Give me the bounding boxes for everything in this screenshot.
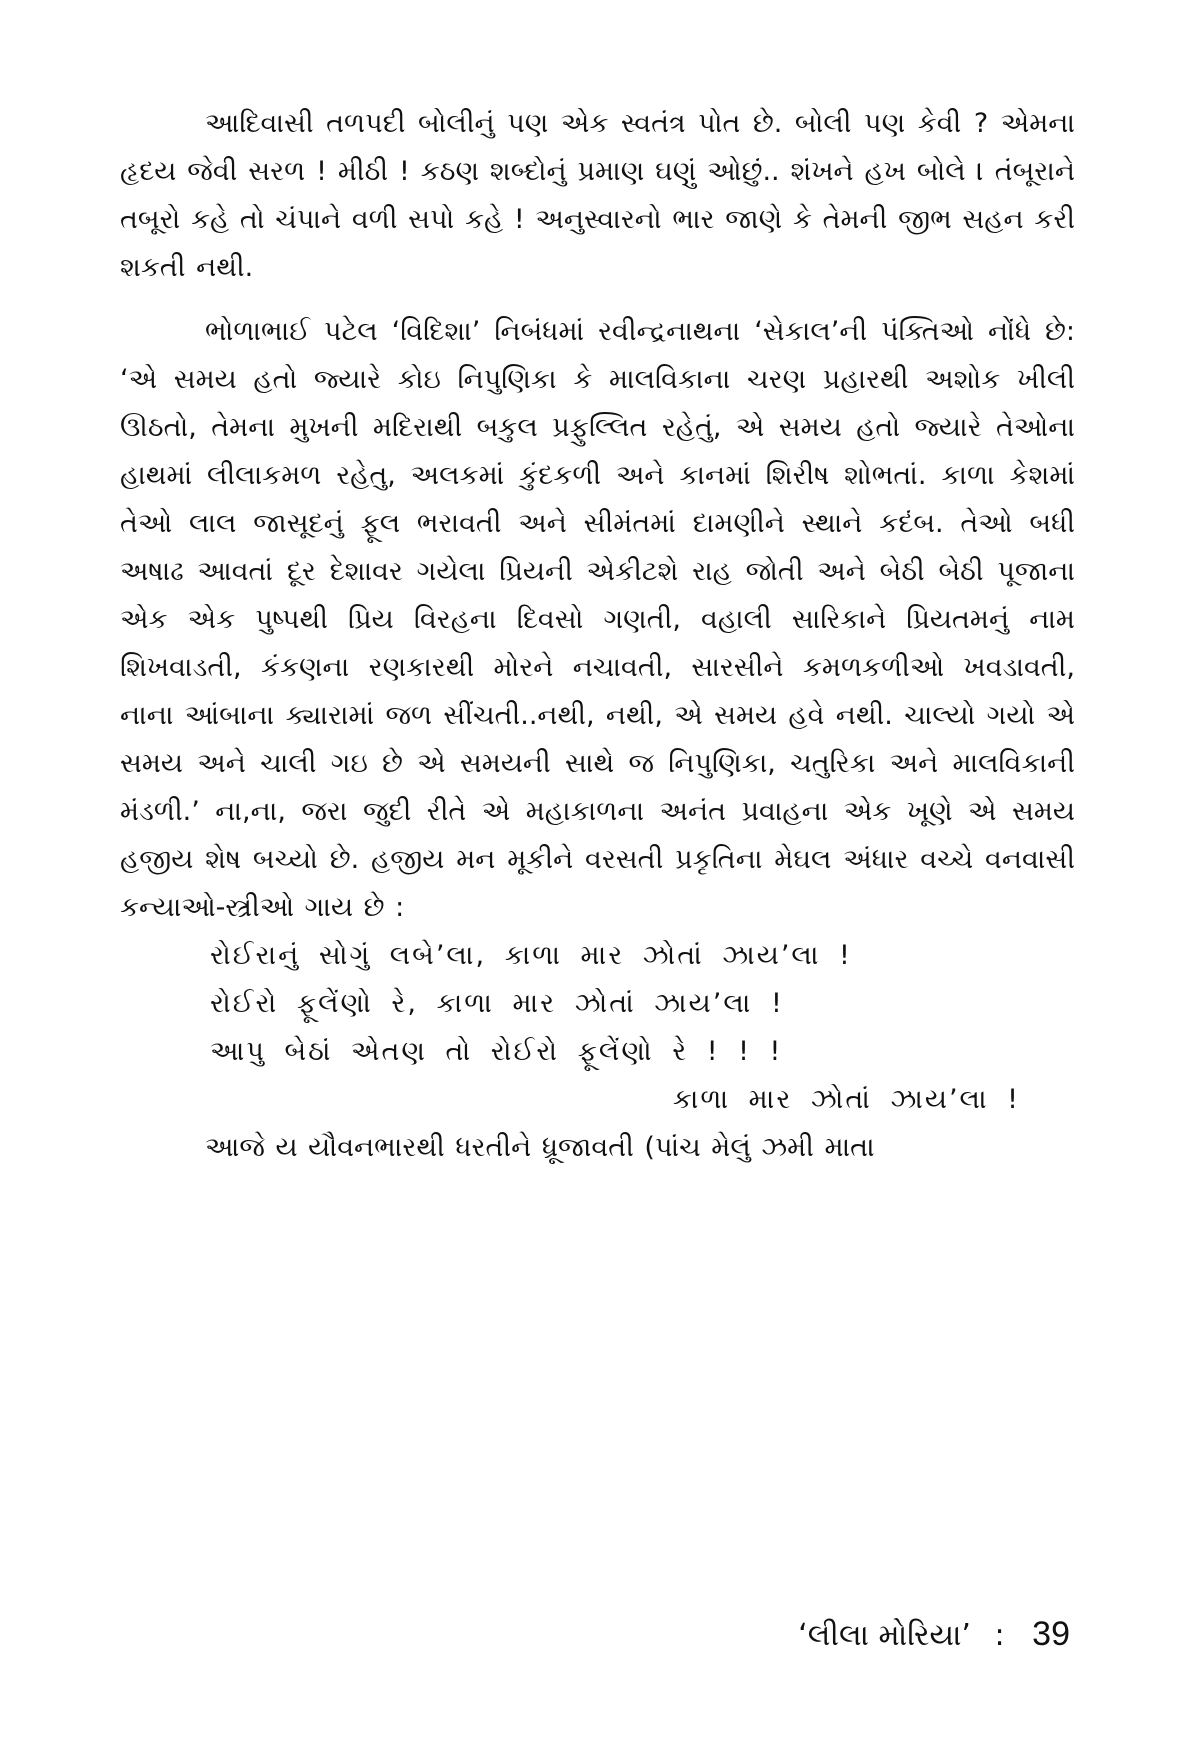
running-title: ‘લીલા મોરિયા’ bbox=[798, 1618, 971, 1653]
page-footer bbox=[798, 1614, 1070, 1656]
verse-line: આપુ બેઠાં એતણ તો રોઈરો ફૂલેંણો રે ! ! ! bbox=[210, 1036, 783, 1067]
verse-line: કાળા માર ઝોતાં ઝાય’લા ! bbox=[672, 1084, 1020, 1115]
folk-song-verse bbox=[210, 932, 1020, 1124]
closing-line: આજે ય યૌવનભારથી ધરતીને ધ્રૂજાવતી (પાંચ મેલું ઝમી માતા bbox=[205, 1132, 875, 1163]
page-number: 39 bbox=[1032, 1615, 1070, 1653]
verse-line: રોઈરો ફૂલેંણો રે, કાળા માર ઝોતાં ઝાય’લા ! bbox=[210, 988, 784, 1019]
body-text bbox=[120, 100, 1075, 1172]
paragraph-vidisha-quote: ભોળાભાઈ પટેલ ‘વિદિશા’ નિબંધમાં રવીન્દ્રનાથના ‘સેકાલ’ની પંક્તિઓ નોંધે છે: ‘એ સમય હતો જ્યારે કોઇ નિપુણિકા કે માલવિકાના ચરણ પ્રહારથી અશોક ખીલી ઊઠતો, તેમના મુખની મદિરાથી બકુલ પ્રફુલ્લિત રહેતું, એ સમય હતો જ્યારે તેઓના હાથમાં લીલાકમળ રહેતુ, અલકમાં કુંદકળી અને કાનમાં શિરીષ શોભતાં. કાળા કેશમાં તેઓ લાલ જાસૂદનું ફૂલ ભરાવતી અને સીમંતમાં દામણીને સ્થાને કદંબ. તેઓ બધી અષાઢ આવતાં દૂર દેશાવર ગયેલા પ્રિયની એકીટશે રાહ જોતી અને બેઠી બેઠી પૂજાના એક એક પુષ્પથી પ્રિય વિરહના દિવસો ગણતી, વહાલી સારિકાને પ્રિયતમનું નામ શિખવાડતી, કંકણના રણકારથી મોરને નચાવતી, સારસીને કમળકળીઓ ખવડાવતી, નાના આંબાના ક્યારામાં જળ સીંચતી..નથી, નથી, એ સમય હવે નથી. ચાલ્યો ગયો એ સમય અને ચાલી ગઇ છે એ સમયની સાથે જ નિપુણિકા, ચતુરિકા અને માલવિકાની મંડળી.’ ના,ના, જરા જુદી રીતે એ મહાકાળના અનંત પ્રવાહના એક ખૂણે એ સમય હજીય શેષ બચ્યો છે. હજીય મન મૂકીને વરસતી પ્રકૃતિના મેઘલ અંધાર વચ્ચે વનવાસી કન્યાઓ-સ્ત્રીઓ ગાય છે : bbox=[120, 316, 1075, 923]
verse-line: રોઈરાનું સોગું લબે’લા, કાળા માર ઝોતાં ઝાય’લા ! bbox=[210, 940, 852, 971]
footer-separator: : bbox=[994, 1618, 1005, 1653]
paragraph-dialect: આદિવાસી તળપદી બોલીનું પણ એક સ્વતંત્ર પોત છે. બોલી પણ કેવી ? એમના હૃદય જેવી સરળ ! મીઠી ! કઠણ શબ્દોનું પ્રમાણ ઘણું ઓછું.. શંખને હખ બોલે । તંબૂરાને તબૂરો કહે તો ચંપાને વળી સપો કહે ! અનુસ્વારનો ભાર જાણે કે તેમની જીભ સહન કરી શકતી નથી. bbox=[120, 108, 1075, 283]
